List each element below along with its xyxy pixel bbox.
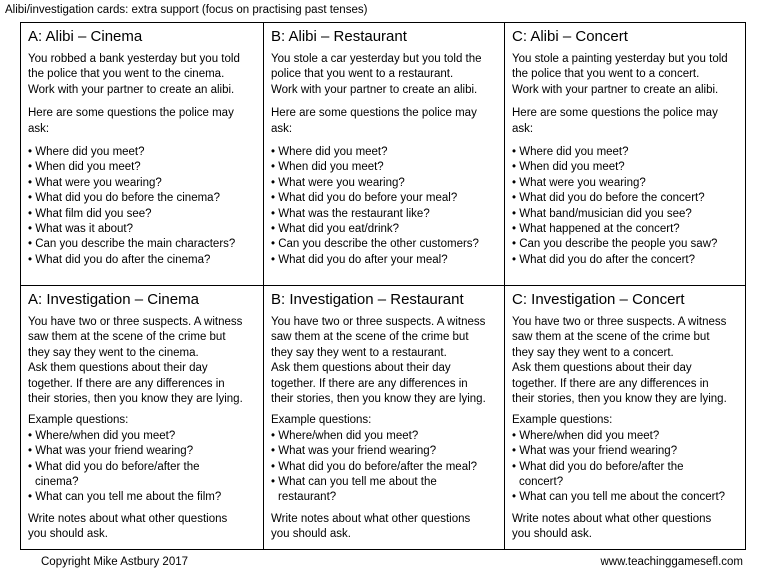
questions-label: Here are some questions the police may ask: <box>28 107 234 135</box>
list-item: • What was your friend wearing? <box>271 445 437 458</box>
list-item: • Where/when did you meet? <box>271 429 419 442</box>
list-item: • What can you tell me about the restaurant? <box>271 476 437 504</box>
examples-label: Example questions: <box>28 414 129 427</box>
card-alibi-cinema <box>21 23 264 286</box>
question-list <box>271 145 497 268</box>
list-item: • Can you describe the other customers? <box>271 238 479 251</box>
list-item: • What did you do after your meal? <box>271 253 448 266</box>
list-item: • Where/when did you meet? <box>28 429 176 442</box>
card-intro: You robbed a bank yesterday but you told the police that you went to the cinema. Work with your partner to create an alibi. <box>28 53 240 96</box>
questions-label: Here are some questions the police may ask: <box>512 107 718 135</box>
card-description: You have two or three suspects. A witness saw them at the scene of the crime but they say they went to a concert. Ask them questions about their day together. If there are any differences in their stories, then you know they are lying. <box>512 316 727 406</box>
list-item: • What can you tell me about the film? <box>28 491 222 504</box>
list-item: • What were you wearing? <box>28 176 162 189</box>
card-alibi-concert <box>505 23 745 286</box>
page-title: Alibi/investigation cards: extra support (focus on practising past tenses) <box>5 4 368 16</box>
card-intro: You stole a painting yesterday but you told the police that you went to a concert. Work with your partner to create an alibi. <box>512 53 728 96</box>
card-description: You have two or three suspects. A witness saw them at the scene of the crime but they say they went to a restaurant. Ask them questions about their day together. If there are any differences in their stories, then you know they are lying. <box>271 316 486 406</box>
list-item: • What band/musician did you see? <box>512 207 692 220</box>
copyright-text: Copyright Mike Astbury 2017 <box>41 556 189 568</box>
card-intro: You stole a car yesterday but you told the police that you went to a restaurant. Work with your partner to create an alibi. <box>271 53 482 96</box>
list-item: • What happened at the concert? <box>512 223 680 236</box>
list-item: • When did you meet? <box>512 161 625 174</box>
list-item: • What did you do after the cinema? <box>28 253 211 266</box>
cards-grid <box>20 22 746 550</box>
questions-label: Here are some questions the police may ask: <box>271 107 477 135</box>
card-alibi-restaurant <box>264 23 505 286</box>
question-list <box>28 145 256 268</box>
list-item: • What can you tell me about the concert? <box>512 491 726 504</box>
examples-label: Example questions: <box>512 414 613 427</box>
list-item: • Can you describe the people you saw? <box>512 238 718 251</box>
example-list <box>512 429 738 506</box>
list-item: • Where did you meet? <box>512 146 629 159</box>
list-item: • What did you do before/after the meal? <box>271 460 478 473</box>
list-item: • What did you do before the cinema? <box>28 192 220 205</box>
list-item: • What did you do before/after the concert? <box>512 460 684 489</box>
example-list <box>271 429 497 506</box>
examples-label: Example questions: <box>271 414 372 427</box>
card-title: A: Investigation – Cinema <box>28 291 199 308</box>
website-text: www.teachinggamesefl.com <box>600 556 743 568</box>
list-item: • Can you describe the main characters? <box>28 238 236 251</box>
list-item: • What film did you see? <box>28 207 152 220</box>
list-item: • What were you wearing? <box>512 176 646 189</box>
list-item: • Where/when did you meet? <box>512 429 660 442</box>
list-item: • Where did you meet? <box>271 146 388 159</box>
card-investigation-concert <box>505 286 745 549</box>
list-item: • When did you meet? <box>28 161 141 174</box>
list-item: • Where did you meet? <box>28 146 145 159</box>
card-title: B: Investigation – Restaurant <box>271 291 464 308</box>
list-item: • What was your friend wearing? <box>28 445 194 458</box>
list-item: • What did you do before the concert? <box>512 192 705 205</box>
list-item: • What was the restaurant like? <box>271 207 430 220</box>
card-title: C: Investigation – Concert <box>512 291 685 308</box>
list-item: • What were you wearing? <box>271 176 405 189</box>
card-title: A: Alibi – Cinema <box>28 28 143 45</box>
card-notes: Write notes about what other questions you should ask. <box>28 512 228 541</box>
card-description: You have two or three suspects. A witness saw them at the scene of the crime but they say they went to the cinema. Ask them questions about their day together. If there are any differences in their stories, then you know they are lying. <box>28 316 243 406</box>
card-title: B: Alibi – Restaurant <box>271 28 407 45</box>
card-title: C: Alibi – Concert <box>512 28 628 45</box>
list-item: • What did you do before your meal? <box>271 192 458 205</box>
list-item: • What was it about? <box>28 223 134 236</box>
card-investigation-cinema <box>21 286 264 549</box>
list-item: • What did you do after the concert? <box>512 253 696 266</box>
question-list <box>512 145 738 268</box>
list-item: • What did you do before/after the cinema? <box>28 460 200 489</box>
list-item: • When did you meet? <box>271 161 384 174</box>
example-list <box>28 429 256 506</box>
card-notes: Write notes about what other questions you should ask. <box>271 512 471 541</box>
list-item: • What was your friend wearing? <box>512 445 678 458</box>
card-notes: Write notes about what other questions you should ask. <box>512 512 712 541</box>
card-investigation-restaurant <box>264 286 505 549</box>
list-item: • What did you eat/drink? <box>271 223 400 236</box>
